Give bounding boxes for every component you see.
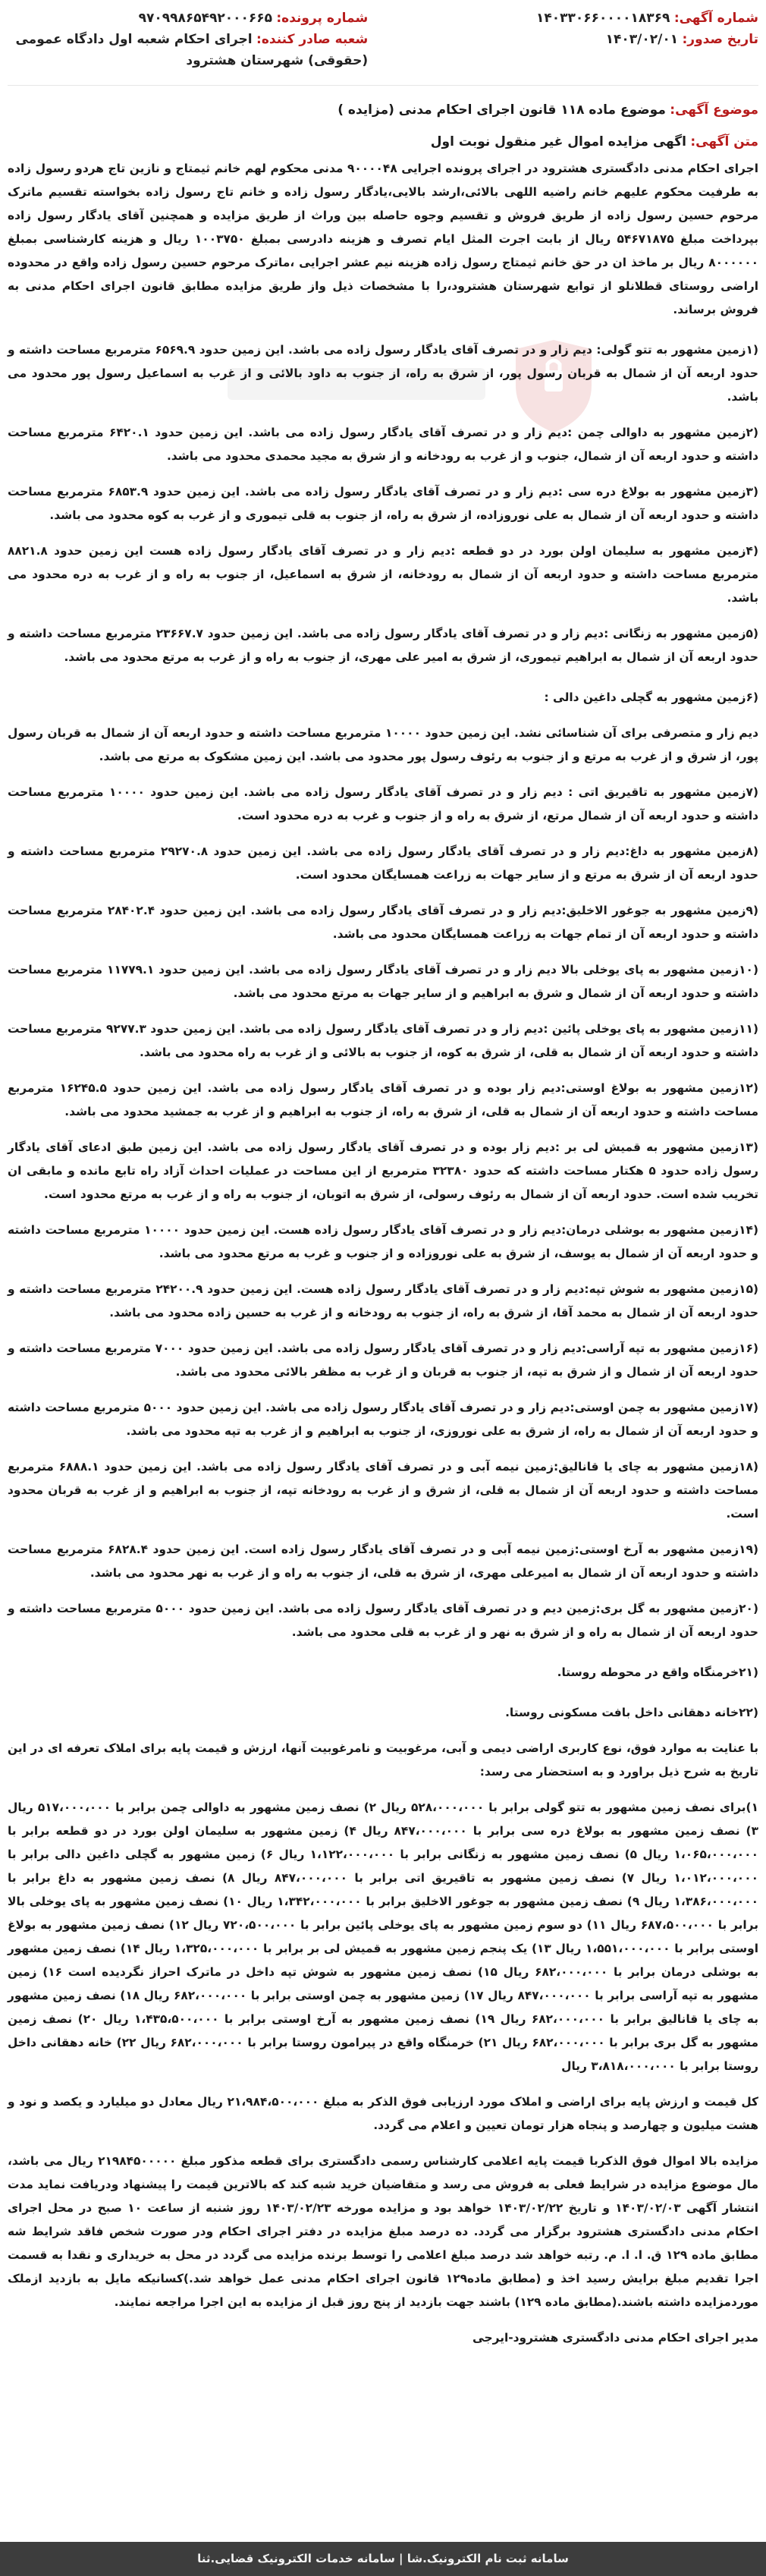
notice-paragraph: (۱۶زمین مشهور به تپه آراسی:دیم زار و در تصرف آقای یادگار رسول زاده می باشد. این زمین حدود ۷۰۰۰ مترمربع مساحت داشته و حدود اربعه آن از شمال و از شرق به تپه، از جنوب به قربان و از غرب به مظفر بالائی محدود می باشد. — [8, 1341, 758, 1379]
notice-paragraph: کل قیمت و ارزش پایه برای اراضی و املاک مورد ارزیابی فوق الذکر به مبلغ ۲۱،۹۸۴،۵۰۰،۰۰۰ ریال معادل دو میلیارد و یکصد و نود و هشت میلیون و چهارصد و پنجاه هزار تومان تعیین و اعلام می گردد. — [8, 2095, 759, 2132]
case-number-value: ۹۷۰۹۹۸۶۵۴۹۲۰۰۰۶۶۵ — [138, 11, 272, 26]
issuing-branch-value: اجرای احکام شعبه اول دادگاه عمومی (حقوقی) شهرستان هشترود — [15, 32, 369, 68]
meta-left-column — [8, 8, 368, 71]
issuing-branch-label: شعبه صادر کننده: — [256, 32, 369, 47]
body-label: متن آگهی: — [690, 134, 758, 149]
notice-paragraph: (۶زمین مشهور به گچلی داغین دالی : — [544, 690, 758, 704]
notice-paragraph: دیم زار و متصرفی برای آن شناسائی نشد. این زمین حدود ۱۰۰۰۰ مترمربع مساحت داشته و حدود اربعه آن از شمال به قربان رسول پور، از شرق و از غرب به مرتع و از جنوب به رئوف رسول پور محدود می باشد. این زمین مشکوک به مرتع می باشد. — [8, 726, 758, 763]
notice-meta — [8, 8, 758, 71]
notice-page — [8, 8, 758, 2536]
notice-paragraph: (۱۵زمین مشهور به شوش تپه:دیم زار و در تصرف آقای یادگار رسول زاده هست. این زمین حدود ۲۴۲۰۰.۹ مترمربع مساحت داشته و حدود اربعه آن از شمال به محمد آقا، از شرق به راه، از جنوب به رودخانه و از غرب به حسین زاده محدود می باشد. — [8, 1282, 759, 1319]
notice-paragraph: (۱۹زمین مشهور به آرخ اوستی:زمین نیمه آبی و در تصرف آقای یادگار رسول زاده است. این زمین حدود ۶۸۲۸.۴ مترمربع مساحت داشته و حدود اربعه آن از شمال به امیرعلی مهری، از شرق به قلی، از جنوب به راه و از غرب به نهر محدود می باشد. — [8, 1543, 759, 1580]
notice-paragraph: (۲۱خرمنگاه واقع در محوطه روستا. — [557, 1665, 758, 1679]
notice-paragraph: (۱۸زمین مشهور به چای یا قانالیق:زمین نیمه آبی و در تصرف آقای یادگار رسول زاده می باشد. این زمین حدود ۶۸۸۸.۱ مترمربع مساحت داشته و حدود اربعه آن از شمال به قلی، از شرق و از غرب به رودخانه تپه، از جنوب به ابراهیم و از غرب به قربان محدود است. — [8, 1460, 758, 1521]
intro-paragraph: اجرای احکام مدنی دادگستری هشترود در اجرای پرونده اجرایی ۹۰۰۰۰۴۸ مدنی محکوم لهم خانم ثیمتاج و نازین تاج هردو رسول زاده به طرفیت محکوم علیهم خانم راضیه اللهی بالائی،ارشد بالایی،یادگار رسول زاده و خانم تاج رسول زاده بخواسته تقسیم ماترک مرحوم حسین رسول زاده از طریق فروش و تقسیم وجوه حاصله بین وراث از طریق مزایده و همچنین آقای یادگار رسول زاده بپرداخت مبلغ ۵۴۶۷۱۸۷۵ ریال از بابت اجرت المثل ایام تصرف و هزینه دادرسی بمبلغ ۱۰۰۳۷۵۰ ریال و هزینه کارشناسی بمبلغ ۸۰۰۰۰۰۰ ریال بر ماخذ ان در حق خانم ثیمتاج رسول زاده هزینه نیم عشر اجرایی ،ماترک مرحوم حسین رسول زاده واقع در محدوده اراضی روستای قطلانلو از توابع شهرستان هشترود،را با مشخصات ذیل واز طریق مزایده مطابق قانون اجرای احکام مدنی به فروش برساند. — [8, 162, 758, 316]
notice-paragraph: مزایده بالا اموال فوق الذکربا قیمت پایه اعلامی کارشناس رسمی دادگستری برای قطعه مذکور مبلغ ۲۱۹۸۴۵۰۰۰۰۰ ریال می باشد، مال موضوع مزایده در شرایط فعلی به فروش می رسد و متقاضیان خرید شبه کند که بالاترین قیمت را پیشنهاد ودریافت نماید مدت انتشار آگهی ۱۴۰۳/۰۲/۰۳ و تاریخ ۱۴۰۳/۰۲/۲۲ خواهد بود و مزایده مورخه ۱۴۰۳/۰۲/۲۳ روز شنبه از ساعت ۱۰ صبح در محل اجرای احکام مدنی دادگستری هشترود برگزار می گردد. ده درصد مبلغ مزایده در دفتر اجرای احکام ودر صورت شخص فاقد شرایط شه مطابق ماده ۱۲۹ ق. ا. ا. م. رتبه خواهد شد درصد مبلغ اعلامی را توسط برنده مزایده می گردد در محل به خریداری و نقدا به قسمت اجرا تقدیم مبلغ برایش رسید اخذ و (مطابق ماده۱۲۹ قانون اجرای احکام مدنی عمل خواهد شد.)کسانیکه مایل به بازدید ازملک موردمزایده داشته باشند.(مطابق ماده ۱۲۹) باشند جهت بازدید از پنج روز قبل از مزایده به این اجرا مراجعه نمایند. — [8, 2154, 759, 2309]
notice-paragraph: (۷زمین مشهور به تاقیریق اتی : دیم زار و در تصرف آقای یادگار رسول زاده می باشد. این زمین حدود ۱۰۰۰۰ مترمربع مساحت داشته و حدود اربعه آن از شمال مرتع، از شرق به راه و از جنوب و غرب به دره محدود است. — [8, 785, 758, 822]
notice-paragraph: (۱۷زمین مشهور به چمن اوستی:دیم زار و در تصرف آقای یادگار رسول زاده می باشد. این زمین حدود ۵۰۰۰ مترمربع مساحت داشته و حدود اربعه آن از شمال به راه، از شرق به علی نوروزی، از جنوب به ابراهیم و از غرب به تپه محدود می باشد. — [8, 1401, 758, 1438]
notice-paragraph: (۱زمین مشهور به تتو گولی: دیم زار و در تصرف آقای یادگار رسول زاده می باشد. این زمین حدود ۶۵۶۹.۹ مترمربع مساحت داشته و حدود اربعه آن از شمال به قربان رسول پور، از شرق به راه، از جنوب به داود بالائی و از غرب به اسماعیل رسول پور محدود می باشد. — [8, 343, 758, 404]
issue-date-row — [398, 29, 758, 50]
issue-date-label: تاریخ صدور: — [682, 32, 758, 47]
notice-paragraph: (۱۱زمین مشهور به پای یوخلی پائین :دیم زار و در تصرف آقای یادگار رسول زاده می باشد. این زمین حدود ۹۲۷۷.۳ مترمربع مساحت داشته و حدود اربعه آن از شمال به قلی، از شرق به کوه، از جنوب به بالائی و از غرب به راه محدود می باشد. — [8, 1022, 758, 1059]
notice-paragraph: (۲۲خانه دهقانی داخل بافت مسکونی روستا. — [505, 1706, 758, 1719]
notice-paragraph: (۱۰زمین مشهور به پای یوخلی بالا دیم زار و در تصرف آقای یادگار رسول زاده می باشد. این زمین حدود ۱۱۷۷۹.۱ مترمربع مساحت داشته و حدود اربعه آن از شمال و شرق به ابراهیم و از سایر جهات به مرتع محدود می باشد. — [8, 963, 758, 1000]
subject-label: موضوع آگهی: — [670, 102, 758, 118]
footer-bar — [0, 2542, 766, 2576]
subject-value: موضوع ماده ۱۱۸ قانون اجرای احکام مدنی (مزایده ) — [337, 102, 666, 118]
notice-paragraph: (۲۰زمین مشهور به گل بری:زمین دیم و در تصرف آقای یادگار رسول زاده می باشد. این زمین حدود ۵۰۰۰ مترمربع مساحت داشته و حدود اربعه آن از شمال به راه و از شرق به نهر و از غرب به قلی محدود می باشد. — [8, 1602, 758, 1639]
footer-text: سامانه ثبت نام الکترونیک.شا | سامانه خدمات الکترونیک قضایی.ثنا — [197, 2552, 569, 2565]
notice-paragraph: (۹زمین مشهور به جوغور الاخلیق:دیم زار و در تصرف آقای یادگار رسول زاده می باشد. این زمین حدود ۲۸۴۰۲.۴ مترمربع مساحت داشته و حدود اربعه آن از تمام جهات به زراعت همسایگان محدود می باشد. — [8, 904, 758, 941]
notice-body-heading — [8, 134, 758, 149]
body-title: اگهی مزایده اموال غیر منقول نوبت اول — [430, 134, 686, 149]
notice-body — [8, 157, 758, 2350]
notice-paragraph: (۴زمین مشهور به سلیمان اولن بورد در دو قطعه :دیم زار و در تصرف آقای یادگار رسول زاده هست این زمین حدود ۸۸۲۱.۸ مترمربع مساحت داشته و حدود اربعه آن از شمال به رودخانه، از شرق به اسماعیل، از جنوب به راه و از غرب به دره محدود می باشد. — [8, 544, 758, 605]
notice-paragraph: (۱۳زمین مشهور به قمیش لی بر :دیم زار بوده و در تصرف آقای یادگار رسول زاده می باشد. این زمین طبق ادعای آقای یادگار رسول زاده حدود ۵ هکتار مساحت داشته که حدود ۳۲۳۸۰ مترمربع از این مساحت در عملیات احداث آزاد راه تابع مانده و مابقی ان تخریب شده است. حدود اربعه آن از شمال به رئوف رسولی، از شرق به اتوبان، از جنوب به راه و از غرب به مرتع محدود است. — [8, 1140, 759, 1201]
case-number-row — [8, 8, 368, 29]
issue-date-value: ۱۴۰۳/۰۲/۰۱ — [605, 32, 679, 47]
notice-subject — [8, 102, 758, 118]
notice-paragraph: (۵زمین مشهور به زنگانی :دیم زار و در تصرف آقای یادگار رسول زاده می باشد. این زمین حدود ۲۳۶۶۷.۷ مترمربع مساحت داشته و حدود اربعه آن از شمال به ابراهیم تیموری، از شرق به امیر علی مهری، از جنوب به راه و از غرب به مرتع محدود می باشد. — [8, 627, 758, 664]
signature-line: مدیر اجرای احکام مدنی دادگستری هشترود-ایرجی — [472, 2331, 758, 2345]
notice-paragraph: (۱۴زمین مشهور به بوشلی درمان:دیم زار و در تصرف آقای یادگار رسول زاده هست. این زمین حدود ۱۰۰۰۰ مترمربع مساحت داشته و حدود اربعه آن از شمال به یوسف، از شرق به علی نوروزاده و از جنوب و غرب به مرتع محدود می باشد. — [8, 1223, 758, 1260]
notice-paragraph: با عنایت به موارد فوق، نوع کاربری اراضی دیمی و آبی، مرغوبیت و نامرغوبیت آنها، ارزش و قیمت پایه برای املاک تعرفه ای در این تاریخ به شرح ذیل براورد و به استحضار می رسد: — [8, 1741, 758, 1779]
notice-paragraph: ۱)برای نصف زمین مشهور به تتو گولی برابر با ۵۲۸،۰۰۰،۰۰۰ ریال ۲) نصف زمین مشهور به داوالی چمن برابر با ۵۱۷،۰۰۰،۰۰۰ ریال ۳) نصف زمین مشهور به بولاغ دره سی برابر با ۸۴۷،۰۰۰،۰۰۰ ریال ۴) زمین مشهور به سلیمان اولن بورد در دو قطعه برابر با ۱،۰۶۵،۰۰۰،۰۰۰ ریال ۵) نصف زمین مشهور به زنگانی برابر با ۱،۱۲۲،۰۰۰،۰۰۰ ریال ۶) زمین مشهور به گچلی داغین دالی برابر با ۱،۰۱۲،۰۰۰،۰۰۰ ریال ۷) نصف زمین مشهور به تاقیریق اتی برابر با ۸۴۷،۰۰۰،۰۰۰ ریال ۸) نصف زمین مشهور به داغ برابر با ۱،۳۸۶،۰۰۰،۰۰۰ ریال ۹) نصف زمین مشهور به جوغور الاخلیق برابر با ۱،۳۴۲،۰۰۰،۰۰۰ ریال ۱۰) نصف زمین مشهور به پای یوخلی بالا برابر با ۶۸۷،۵۰۰،۰۰۰ ریال ۱۱) دو سوم زمین مشهور به پای یوخلی پائین برابر با ۷۲۰،۵۰۰،۰۰۰ ریال ۱۲) نصف زمین مشهور به بولاغ اوستی برابر با ۱،۵۵۱،۰۰۰،۰۰۰ ریال ۱۳) یک پنجم زمین مشهور به قمیش لی بر برابر با ۱،۳۲۵،۰۰۰،۰۰۰ ریال ۱۴) نصف زمین مشهور به بوشلی درمان برابر با ۶۸۲،۰۰۰،۰۰۰ ریال ۱۵) نصف زمین مشهور به شوش تپه داخل در ماترک احراز نگردیده است ۱۶) زمین مشهور به تپه آراسی برابر با ۸۴۷،۰۰۰،۰۰۰ ریال ۱۷) زمین مشهور به چمن اوستی برابر با ۶۸۲،۰۰۰،۰۰۰ ریال ۱۸) نصف زمین مشهور به چای یا قانالیق برابر با ۶۸۲،۰۰۰،۰۰۰ ریال ۱۹) نصف زمین مشهور به آرخ اوستی برابر با ۱،۴۳۵،۵۰۰،۰۰۰ ریال ۲۰) نصف زمین مشهور به گل بری برابر با ۶۸۲،۰۰۰،۰۰۰ ریال ۲۱) خرمنگاه واقع در پیرامون روستا برابر با ۶۸۲،۰۰۰،۰۰۰ ریال ۲۲) خانه دهقانی داخل روستا برابر با ۳،۸۱۸،۰۰۰،۰۰۰ ریال — [8, 1801, 759, 2073]
divider — [8, 85, 758, 86]
case-number-label: شماره پرونده: — [276, 11, 369, 26]
ad-number-label: شماره آگهی: — [673, 11, 758, 26]
meta-right-column — [398, 8, 758, 50]
notice-paragraph: (۳زمین مشهور به بولاغ دره سی :دیم زار و در تصرف آقای یادگار رسول زاده می باشد. این زمین حدود ۶۸۵۳.۹ مترمربع مساحت داشته و حدود اربعه آن از شمال به علی نوروزاده، از شرق به راه، از جنوب به قلی تیموری و از غرب به کوه محدود می باشد. — [8, 485, 758, 522]
notice-paragraph: (۲زمین مشهور به داوالی چمن :دیم زار و در تصرف آقای یادگار رسول زاده می باشد. این زمین حدود ۶۴۲۰.۱ مترمربع مساحت داشته و حدود اربعه آن از شمال، جنوب و از غرب به رودخانه و از شرق به مجید محمدی محدود می باشد. — [8, 426, 758, 463]
ad-number-row — [398, 8, 758, 29]
notice-paragraph: (۱۲زمین مشهور به بولاغ اوستی:دیم زار بوده و در تصرف آقای یادگار رسول زاده می باشد. این زمین حدود ۱۶۲۴۵.۵ مترمربع مساحت داشته و حدود اربعه آن از شمال به قلی، از شرق به راه، از جنوب به ابراهیم و از غرب به جمشید محدود می باشد. — [8, 1081, 758, 1118]
notice-paragraph: (۸زمین مشهور به داغ:دیم زار و در تصرف آقای یادگار رسول زاده می باشد. این زمین حدود ۲۹۲۷۰.۸ مترمربع مساحت داشته و حدود اربعه آن از شرق به مرتع و از سایر جهات به زراعت همسایگان محدود است. — [8, 845, 758, 882]
ad-number-value: ۱۴۰۳۳۰۶۶۰۰۰۰۱۸۳۶۹ — [536, 11, 670, 26]
issuing-branch-row — [8, 29, 368, 71]
